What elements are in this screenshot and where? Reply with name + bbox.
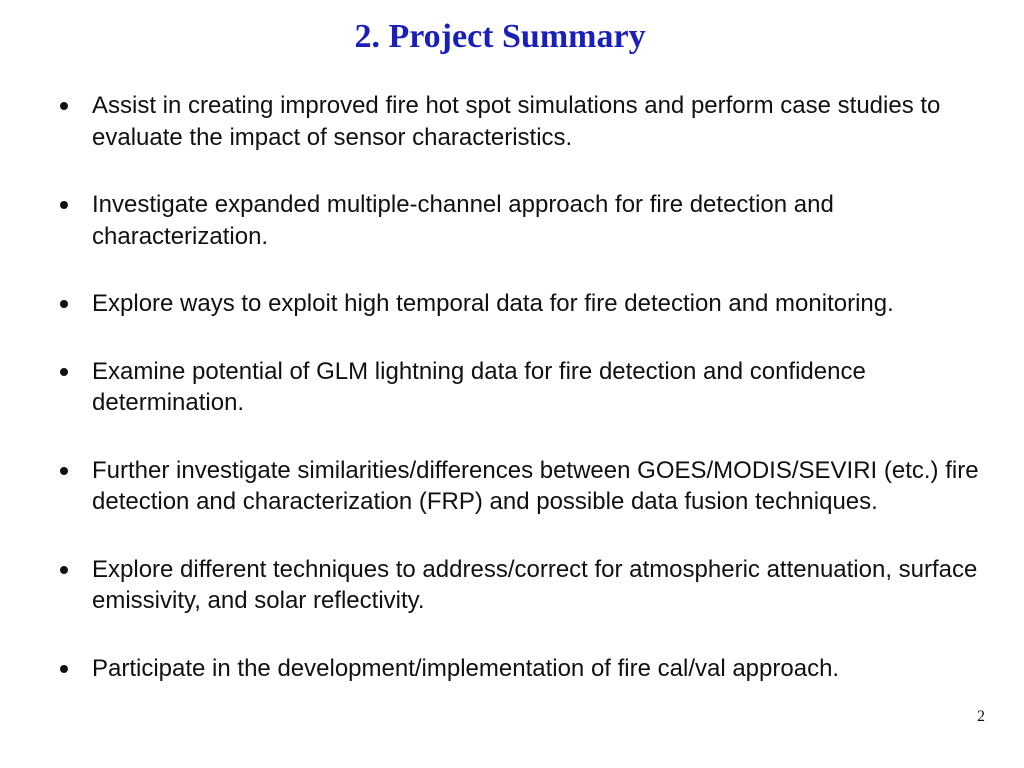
page-number: 2 bbox=[977, 708, 985, 725]
bullet-item bbox=[54, 90, 984, 153]
slide-title: 2. Project Summary bbox=[354, 18, 646, 55]
bullet-dot-icon bbox=[60, 300, 68, 308]
bullet-text: Participate in the development/implementation of fire cal/val approach. bbox=[92, 654, 840, 682]
bullet-dot-icon bbox=[60, 201, 68, 209]
bullet-text: Assist in creating improved fire hot spot simulations and perform case studies to evaluate the impact of sensor characteristics. bbox=[92, 92, 941, 151]
bullet-item bbox=[54, 356, 984, 419]
bullet-text: Investigate expanded multiple-channel approach for fire detection and characterization. bbox=[92, 191, 834, 250]
bullet-item bbox=[54, 288, 984, 320]
bullet-dot-icon bbox=[60, 102, 68, 110]
bullet-text: Further investigate similarities/differences between GOES/MODIS/SEVIRI (etc.) fire detection and characterization (FRP) and possible data fusion techniques. bbox=[92, 456, 979, 515]
bullet-text: Explore ways to exploit high temporal data for fire detection and monitoring. bbox=[92, 290, 894, 317]
bullet-text: Explore different techniques to address/correct for atmospheric attenuation, surface emissivity, and solar reflectivity. bbox=[92, 555, 978, 614]
bullet-dot-icon bbox=[60, 467, 68, 475]
bullet-item bbox=[54, 653, 984, 685]
bullet-item bbox=[54, 189, 984, 252]
bullet-dot-icon bbox=[60, 566, 68, 574]
bullet-list bbox=[54, 90, 984, 684]
bullet-dot-icon bbox=[60, 665, 68, 673]
bullet-item bbox=[54, 554, 984, 617]
bullet-text: Examine potential of GLM lightning data for fire detection and confidence determination. bbox=[92, 357, 866, 416]
bullet-dot-icon bbox=[60, 368, 68, 376]
bullet-item bbox=[54, 455, 984, 518]
